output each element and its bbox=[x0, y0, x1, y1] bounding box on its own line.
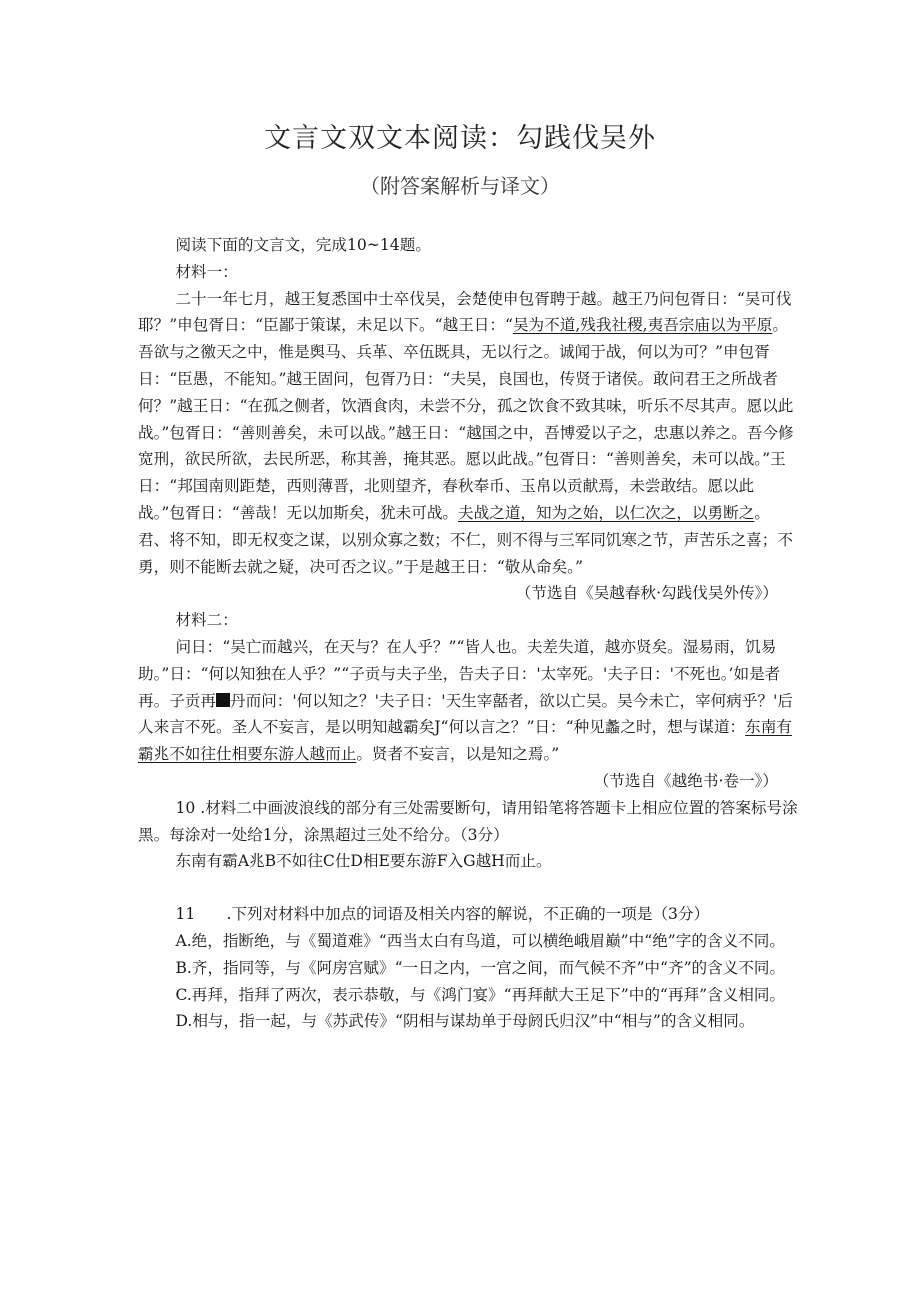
material2-paragraph bbox=[138, 634, 798, 768]
material1-underlined-sentence-2: 夫战之道，知为之始，以仁次之，以勇断之 bbox=[458, 503, 755, 522]
question-11-option-c: C.再拜，指拜了两次，表示恭敬，与《鸿门宴》“再拜献大王足下”中的“再拜”含义相同。 bbox=[175, 985, 786, 1004]
material2-label: 材料二： bbox=[175, 611, 238, 630]
material1-text-end: 。君、将不知，即无权变之谋，以别众寡之数；不仁，则不得与三军同饥寒之节，声苦乐之喜；不勇，则不能断去就之疑，决可否之议。”于是越王日：“敬从命矣。” bbox=[138, 503, 793, 576]
material1-label: 材料一： bbox=[175, 262, 238, 281]
spacer bbox=[138, 875, 798, 901]
page-title: 文言文双文本阅读：勾践伐吴外 bbox=[264, 123, 656, 154]
material2-wavy-underlined-sentence: 东南有霸兆不如往仕相要东游人越而止 bbox=[138, 718, 792, 764]
question-11-stem: 11 .下列对材料中加点的词语及相关内容的解说，不正确的一项是（3分） bbox=[175, 905, 710, 924]
material1-underlined-sentence-1: 吴为不道,残我社稷,夷吾宗庙以为平原 bbox=[512, 316, 773, 335]
question-11-option-a: A.绝，指断绝，与《蜀道难》“西当太白有鸟道，可以横绝峨眉巅”中“绝”字的含义不同。 bbox=[175, 931, 785, 950]
material2-source: （节选自《越绝书·卷一》） bbox=[593, 771, 778, 790]
question-10-options: 东南有霸A兆B不如往C仕D相E要东游F入G越H而止。 bbox=[175, 852, 552, 871]
question-11-option-b: B.齐，指同等，与《阿房宫赋》“一日之内，一宫之间，而气候不齐”中“齐”的含义不同。 bbox=[175, 958, 786, 977]
material1-text-start: 二十一年七月，越王复悉国中士卒伐吴，会楚使申包胥聘于越。越王乃问包胥日：“吴可伐耶？”申包胥日：“臣鄙于策谋，未足以下。“越王日：“ bbox=[138, 289, 792, 335]
question-11-option-d: D.相与，指一起，与《苏武传》“阴相与谋劫单于母阏氏归汉”中“相与”的含义相同。 bbox=[175, 1012, 755, 1031]
material1-source: （节选自《吴越春秋·勾践伐吴外传》） bbox=[515, 584, 778, 603]
question-10: 10 .材料二中画波浪线的部分有三处需要断句，请用铅笔将答题卡上相应位置的答案标号涂黑。每涂对一处给1分，涂黑超过三处不给分。（3分） bbox=[138, 798, 798, 844]
material2-text-start: 问日：“吴亡而越兴，在天与？在人乎？”“皆人也。夫差失道，越亦贤矣。湿易雨，饥易助。”日：“何以知独在人乎？”“子贡与夫子坐，告夫子日：'太宰死。'夫子日：'不死也。’如是者再。子贡再 bbox=[138, 637, 781, 710]
ink-block-mark bbox=[216, 693, 230, 707]
material1-text-middle: 。吾欲与之徼天之中，惟是舆马、兵革、卒伍既具，无以行之。诚闻于战，何以为可？”申包胥日：“臣愚，不能知。”越王固问，包胥乃日：“夫吴，良国也，传贤于诸侯。敢问君王之所战者何？”越王日：“在孤之侧者，饮酒食肉，未尝不分，孤之饮食不致其味，听乐不尽其声。愿以此战。”包胥日：“善则善矣，未可以战。”越王日：“越国之中，吾博爱以子之，忠惠以养之。吾今修宽刑，欲民所欲，去民所恶，称其善，掩其恶。愿以此战。”包胥日：“善则善矣，未可以战。”王日：“邦国南则距楚，西则薄晋，北则望齐，春秋奉币、玉帛以贡献焉，未尝敢结。愿以此战。”包胥日：“善哉！无以加斯矣，犹未可战。 bbox=[138, 316, 794, 522]
reading-instruction: 阅读下面的文言文，完成10~14题。 bbox=[175, 236, 431, 254]
material2-text-end: 。贤者不妄言，以是知之焉。” bbox=[356, 745, 560, 764]
document-body bbox=[138, 232, 798, 1035]
material1-paragraph bbox=[138, 286, 798, 581]
page-subtitle: （附答案解析与译文） bbox=[360, 174, 560, 198]
material2-text-middle: 丹而问：'何以知之？'夫子日：'天生宰嚭者，欲以亡吴。吴今未亡，宰何病乎？'后人来言不死。圣人不妄言，是以明知越霸矣J“何以言之？”日：“种见蠡之时，想与谋道： bbox=[138, 691, 793, 737]
